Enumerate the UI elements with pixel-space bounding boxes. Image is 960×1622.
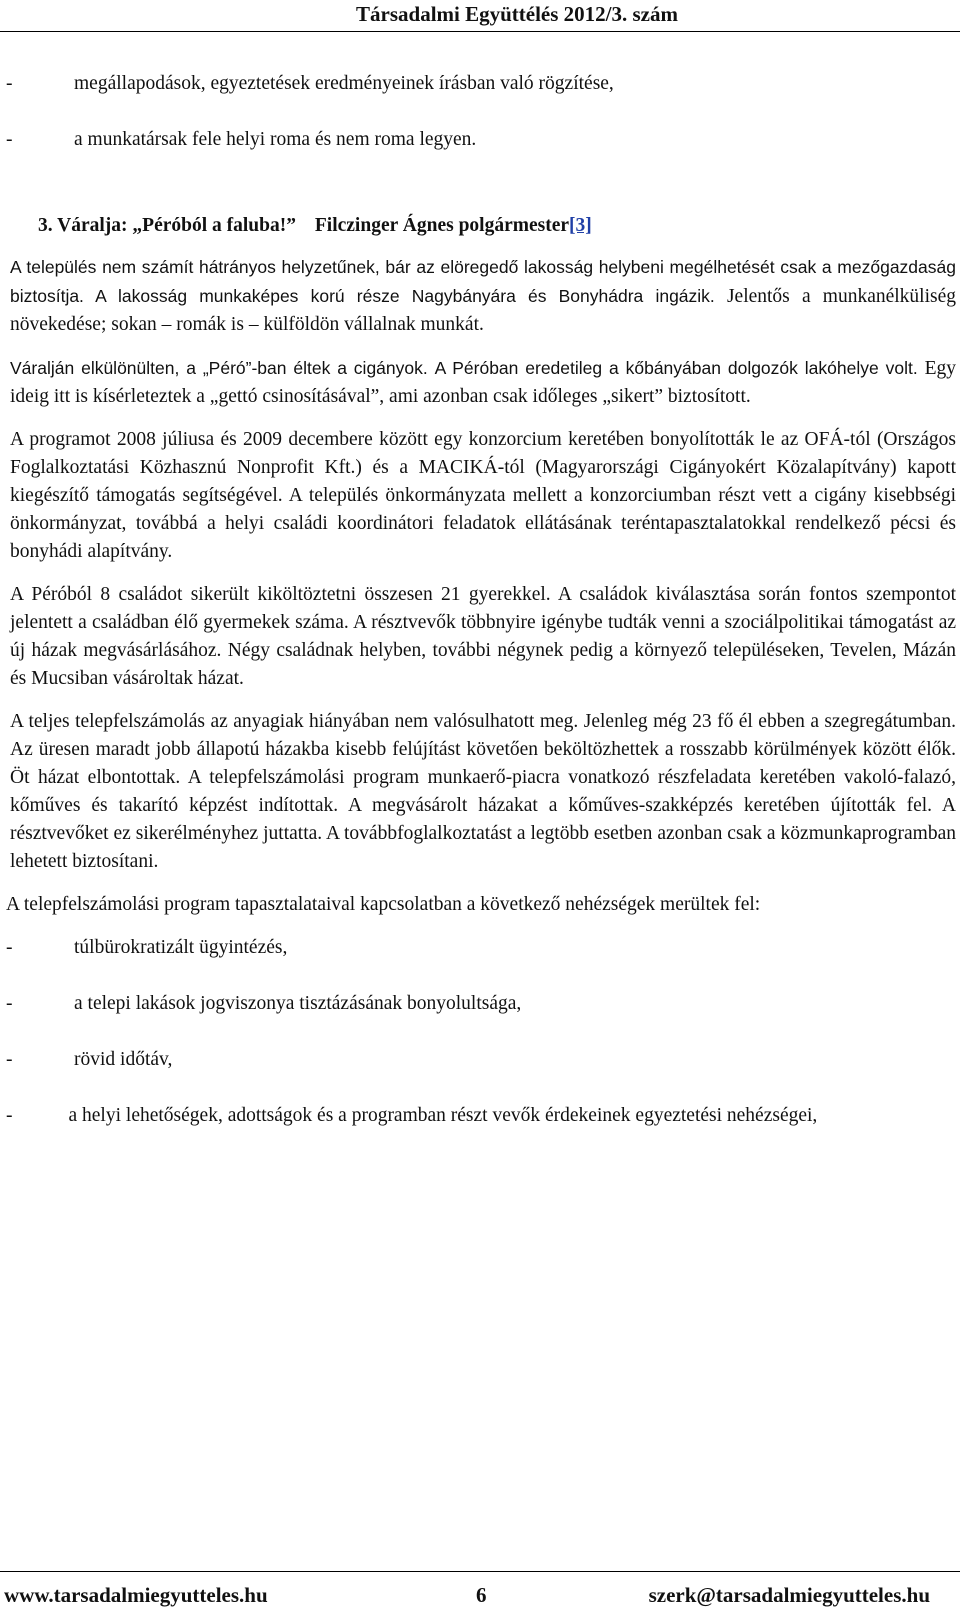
list-item xyxy=(6,1102,956,1130)
section-author: Filczinger Ágnes polgármester xyxy=(314,215,570,236)
footnote-reference-link[interactable]: [3] xyxy=(569,215,592,236)
footer-email-link[interactable]: szerk@tarsadalmiegyutteles.hu xyxy=(648,1583,930,1607)
journal-header-title: Társadalmi Együttélés 2012/3. szám xyxy=(356,2,678,26)
list-item-text: a munkatársak fele helyi roma és nem roma legyen. xyxy=(74,129,477,150)
paragraph-text: A település nem számít hátrányos helyzetűnek, bár az elöregedő lakosság helybeni megélhetését csak a mezőgazdaság biztosítja. A lakosság munkaképes korú része Nagybányára és Bonyhádra ingázik. xyxy=(10,257,956,306)
list-dash: - xyxy=(6,1049,13,1070)
paragraph-settlement-intro xyxy=(6,253,956,339)
list-dash: - xyxy=(6,73,13,94)
footer-website-link[interactable]: www.tarsadalmiegyutteles.hu xyxy=(4,1583,268,1607)
list-item xyxy=(6,126,956,154)
list-dash: - xyxy=(6,937,13,958)
list-item-text: a telepi lakások jogviszonya tisztázásának bonyolultsága, xyxy=(74,993,522,1014)
paragraph-difficulties-intro: A telepfelszámolási program tapasztalataival kapcsolatban a következő nehézségek merültek fel: xyxy=(6,894,761,915)
paragraph-text: Váralján elkülönülten, a „Péró”-ban éltek a cigányok. xyxy=(10,358,428,378)
list-item-text: túlbürokratizált ügyintézés, xyxy=(74,937,288,958)
list-dash: - xyxy=(6,993,13,1014)
list-item xyxy=(6,990,956,1018)
header-divider xyxy=(0,31,960,32)
list-item xyxy=(6,70,956,98)
page-number: 6 xyxy=(476,1583,487,1607)
list-item xyxy=(6,1046,956,1074)
list-item-text: megállapodások, egyeztetések eredményeinek írásban való rögzítése, xyxy=(74,73,614,94)
section-title: 3. Váralja: „Péróból a faluba!” xyxy=(38,215,296,236)
footer-divider xyxy=(0,1571,960,1572)
paragraph-text: Egy ideig itt is kísérleteztek a „gettó csinosításával”, ami azonban csak időleges „sikert” biztosított. xyxy=(10,358,957,407)
list-item xyxy=(6,934,956,962)
paragraph-program-funding: A programot 2008 júliusa és 2009 decembere között egy konzorcium keretében bonyolították le az OFÁ-tól (Országos Foglalkoztatási Közhasznú Nonprofit Kft.) és a MACIKÁ-tól (Magyarországi Cigányokért Közalapítvány) kapott kiegészítő támogatás segítségével. A település önkormányzata mellett a konzorciumban részt vett a cigány kisebbségi önkormányzat, továbbá a helyi családi koordinátori feladatok ellátásának teréntapasztalatokkal rendelkező pécsi és bonyhádi alapítvány. xyxy=(10,429,956,562)
paragraph-text: A Péróban eredetileg a kőbányában dolgozók lakóhelye volt. xyxy=(434,358,918,378)
paragraph-results: A teljes telepfelszámolás az anyagiak hiányában nem valósulhatott meg. Jelenleg még 23 fő él ebben a szegregátumban. Az üresen maradt jobb állapotú házakba kisebb felújítást követően beköltözhettek a rosszabb körülmények között élők. Öt házat elbontottak. A telepfelszámolási program munkaerő-piacra vonatkozó részfeladata keretében vakoló-falazó, kőműves és takarító képzést indítottak. A megvásárolt házakat a kőműves-szakképzés keretében újították fel. A résztvevőket ez sikerélményhez juttatta. A továbbfoglalkoztatást a legtöbb esetben azonban csak a közmunkaprogramban lehetett biztosítani. xyxy=(10,711,956,872)
page-body xyxy=(6,70,956,1130)
list-item-text: a helyi lehetőségek, adottságok és a programban részt vevők érdekeinek egyeztetési nehézségei, xyxy=(68,1105,818,1126)
list-dash: - xyxy=(6,1105,13,1126)
page-footer xyxy=(0,1580,960,1610)
list-item-text: rövid időtáv, xyxy=(74,1049,173,1070)
list-dash: - xyxy=(6,129,13,150)
paragraph-text: Jelentős a munkanélküliség növekedése; sokan – romák is – külföldön vállalnak munkát. xyxy=(10,286,956,335)
paragraph-pero-history xyxy=(6,354,956,411)
section-heading xyxy=(6,212,956,240)
paragraph-relocation: A Péróból 8 családot sikerült kiköltöztetni összesen 21 gyerekkel. A családok kiválasztása során fontos szempontot jelentett a családban élő gyermekek száma. A résztvevők többnyire igénybe tudták venni a szociálpolitikai támogatást az új házak megvásárlásához. Négy családnak helyben, további négynek pedig a környező településeken, Tevelen, Mázán és Mucsiban vásároltak házat. xyxy=(10,584,956,689)
